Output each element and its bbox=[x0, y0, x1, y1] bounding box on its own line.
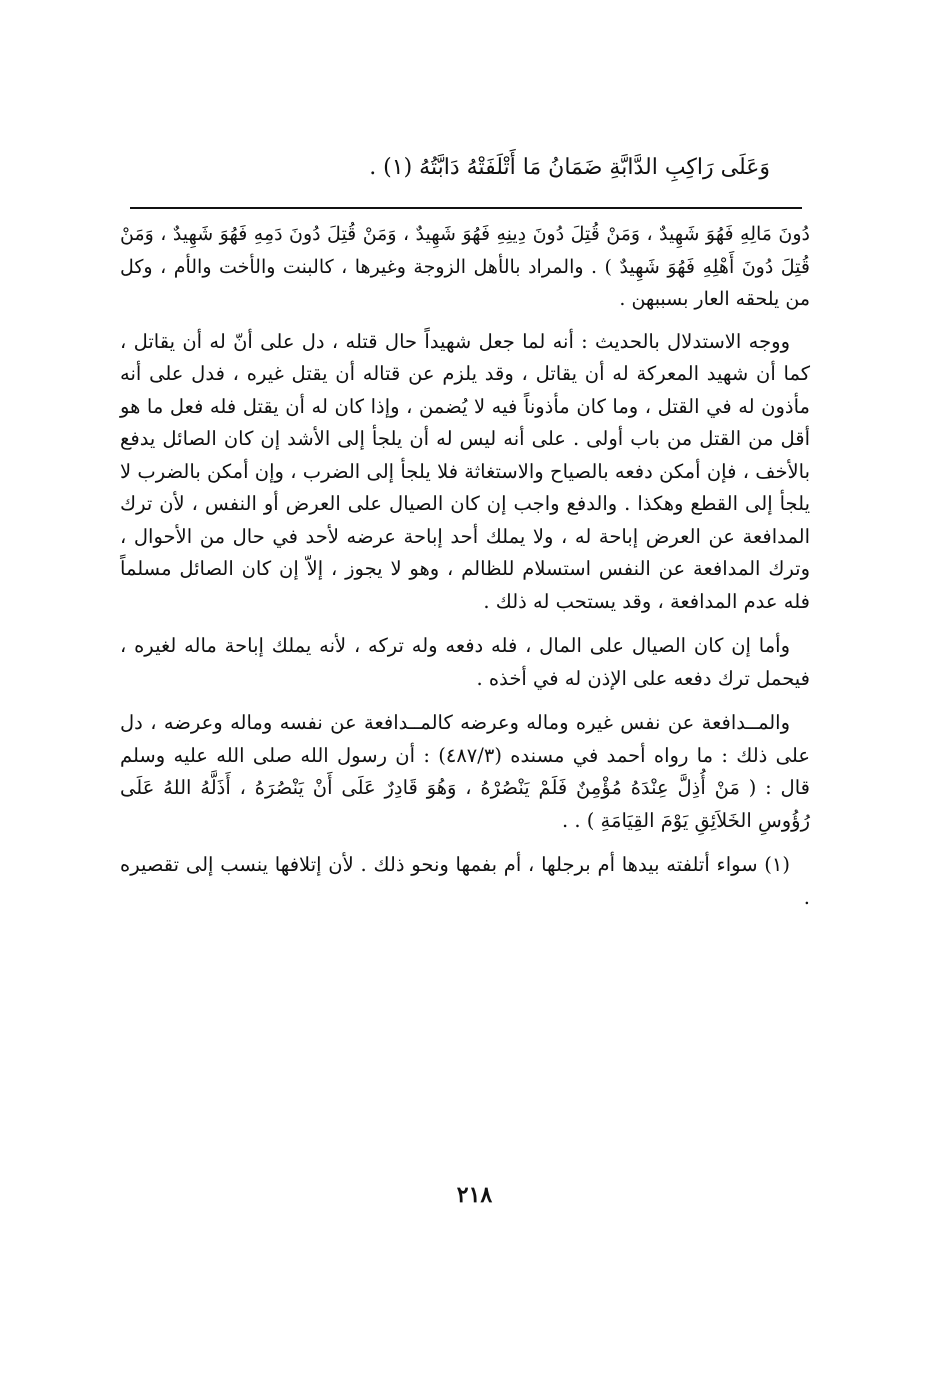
paragraph-evidence: ووجه الاستدلال بالحديث : أنه لما جعل شهيداً حال قتله ، دل على أنّ له أن يقاتل ، كما أن شهيد المعركة له أن يقاتل ، وقد يلزم عن قتاله أن يقتل غيره ، فدل على أنه مأذون له في القتل ، وما كان مأذوناً فيه لا يُضمن ، وإذا كان له أن يقتل فله فعل ما هو أقل من القتل من باب أولى . على أنه ليس له أن يلجأ إلى الأشد إن كان الصائل يدفع بالأخف ، فإن أمكن دفعه بالصياح والاستغاثة فلا يلجأ إلى الضرب ، وإن أمكن بالضرب لا يلجأ إلى القطع وهكذا . والدفع واجب إن كان الصيال على العرض أو النفس ، لأن ترك المدافعة عن العرض إباحة له ، ولا يملك أحد إباحة عرضه لأحد في حال من الأحوال ، وترك المدافعة عن النفس استسلام للظالم ، وهو لا يجوز ، إلاّ إن كان الصائل مسلماً فله عدم المدافعة ، وقد يستحب له ذلك . bbox=[120, 329, 810, 613]
footnote: (١) سواء أتلفته بيدها أم برجلها ، أم بفمها ونحو ذلك . لأن إتلافها ينسب إلى تقصيره . bbox=[120, 853, 810, 909]
paragraph-property: وأما إن كان الصيال على المال ، فله دفعه وله تركه ، لأنه يملك إباحة ماله لغيره ، فيحمل ترك دفعه على الإذن له في أخذه . bbox=[120, 634, 810, 690]
paragraph-defending-others: والمــدافعة عن نفس غيره وماله وعرضه كالمــدافعة عن نفسه وماله وعرضه ، دل على ذلك : ما رواه أحمد في مسنده (٤٨٧/٣) : أن رسول الله صلى الله عليه وسلم قال : ( مَنْ أُذِلَّ عِنْدَهُ مُؤْمِنٌ فَلَمْ يَنْصُرْهُ ، وَهُوَ قَادِرٌ عَلَى أَنْ يَنْصُرَهُ ، أَذَلَّهُ اللهُ عَلَى رُؤُوسِ الخَلاَئِقِ يَوْمَ القِيَامَةِ ) . . bbox=[120, 711, 810, 832]
page-number: ٢١٨ bbox=[456, 1182, 493, 1208]
matn-verse-line: وَعَلَى رَاكِبِ الدَّابَّةِ ضَمَانُ مَا أَتْلَفَتْهُ دَابَّتُهُ (١) . bbox=[369, 155, 770, 180]
separator-rule bbox=[130, 207, 802, 209]
commentary-body bbox=[120, 218, 810, 914]
paragraph-hadith-continuation: دُونَ مَالِهِ فَهُوَ شَهِيدٌ ، وَمَنْ قُتِلَ دُونَ دِينِهِ فَهُوَ شَهِيدٌ ، وَمَنْ قُتِلَ دُونَ دَمِهِ فَهُوَ شَهِيدٌ ، وَمَنْ قُتِلَ دُونَ أَهْلِهِ فَهُوَ شَهِيدٌ ) . والمراد بالأهل الزوجة وغيرها ، كالبنت والأخت والأم ، وكل من يلحقه العار بسببهن . bbox=[120, 223, 810, 310]
